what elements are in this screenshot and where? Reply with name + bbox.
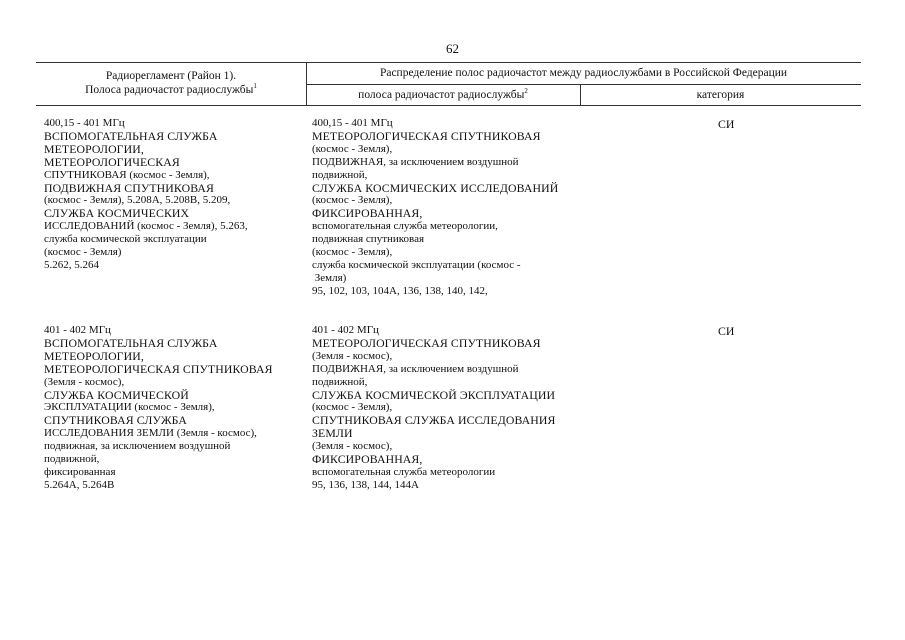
cell-line: 5.264A, 5.264B — [44, 478, 115, 491]
cell-line: фиксированная — [44, 465, 116, 478]
cell-line: 400,15 - 401 МГц — [312, 117, 393, 129]
cell-line: (космос - Земля), — [312, 142, 393, 155]
header-rr-line2-text: Полоса радиочастот радиослужбы — [85, 84, 254, 96]
cell-line: (космос - Земля), 5.208A, 5.208B, 5.209, — [44, 194, 231, 207]
cell-line: вспомогательная служба метеорологии, — [312, 220, 498, 233]
cell-line: МЕТЕОРОЛОГИЧЕСКАЯ СПУТНИКОВАЯ — [312, 128, 541, 143]
header-rr-line1: Радиорегламент (Район 1). — [105, 70, 237, 82]
cell-line: 401 - 402 МГц — [44, 324, 111, 336]
cell-line: Земля) — [312, 271, 347, 284]
cell-line: ЗЕМЛИ — [312, 426, 353, 441]
footnote-1-marker: 1 — [253, 82, 257, 90]
header-rf-band-text: полоса радиочастот радиослужбы — [358, 89, 525, 101]
header-bottom-rule — [36, 105, 861, 106]
cell-line: ФИКСИРОВАННАЯ, — [312, 206, 423, 221]
row2-category: СИ — [718, 324, 735, 338]
cell-line: подвижная, за исключением воздушной — [44, 440, 231, 453]
cell-line: ПОДВИЖНАЯ СПУТНИКОВАЯ — [44, 180, 215, 195]
header-rf-title: Распределение полос радиочастот между радиослужбами в Российской Федерации — [379, 67, 788, 79]
cell-line: 400,15 - 401 МГц — [44, 117, 125, 129]
cell-line: 95, 102, 103, 104A, 136, 138, 140, 142, — [312, 284, 488, 297]
cell-line: ИССЛЕДОВАНИЯ ЗЕМЛИ (Земля - космос), — [44, 427, 257, 440]
cell-line: (Земля - космос), — [44, 375, 125, 388]
footnote-2-marker: 2 — [524, 87, 528, 95]
table-top-rule — [36, 62, 861, 63]
cell-line: (Земля - космос), — [312, 440, 393, 453]
cell-line: подвижная спутниковая — [312, 233, 425, 246]
row2-rr-cell — [44, 324, 273, 492]
page-number: 62 — [446, 41, 459, 56]
cell-line: (космос - Земля) — [44, 246, 122, 259]
cell-line: СПУТНИКОВАЯ СЛУЖБА — [44, 413, 187, 428]
header-rf-distribution — [306, 66, 861, 80]
header-sub-rule — [306, 84, 861, 85]
cell-line: 95, 136, 138, 144, 144A — [312, 478, 419, 491]
cell-line: СЛУЖБА КОСМИЧЕСКОЙ ЭКСПЛУАТАЦИИ — [312, 387, 556, 402]
cell-line: МЕТЕОРОЛОГИЧЕСКАЯ — [44, 154, 180, 169]
cell-line: подвижной, — [44, 453, 100, 466]
cell-line: СПУТНИКОВАЯ СЛУЖБА ИССЛЕДОВАНИЯ — [312, 413, 556, 428]
cell-line: МЕТЕОРОЛОГИЧЕСКАЯ СПУТНИКОВАЯ — [44, 361, 273, 376]
cell-line: (космос - Земля), — [312, 194, 393, 207]
cell-line: ПОДВИЖНАЯ, за исключением воздушной — [312, 155, 519, 168]
cell-line: ЭКСПЛУАТАЦИИ (космос - Земля), — [44, 401, 215, 414]
cell-line: служба космической эксплуатации (космос - — [312, 258, 521, 271]
cell-line: подвижной, — [312, 168, 368, 181]
cell-line: служба космической эксплуатации — [44, 233, 207, 246]
cell-line: ПОДВИЖНАЯ, за исключением воздушной — [312, 362, 519, 375]
header-rr-line2 — [36, 83, 306, 97]
cell-line: ФИКСИРОВАННАЯ, — [312, 452, 423, 467]
row1-rr-cell — [44, 117, 248, 272]
cell-line: (космос - Земля), — [312, 246, 393, 259]
row1-rf-cell — [312, 117, 558, 298]
row2-rf-cell — [312, 324, 556, 492]
cell-line: МЕТЕОРОЛОГИИ, — [44, 141, 144, 156]
cell-line: (космос - Земля), — [312, 401, 393, 414]
cell-line: 401 - 402 МГц — [312, 324, 379, 336]
cell-line: СЛУЖБА КОСМИЧЕСКИХ ИССЛЕДОВАНИЙ — [312, 180, 559, 195]
cell-line: (Земля - космос), — [312, 349, 393, 362]
header-category — [580, 88, 861, 102]
cell-line: СЛУЖБА КОСМИЧЕСКИХ — [44, 206, 190, 221]
cell-line: МЕТЕОРОЛОГИЧЕСКАЯ СПУТНИКОВАЯ — [312, 335, 541, 350]
header-radio-regulations — [36, 69, 306, 97]
row1-category: СИ — [718, 117, 735, 131]
cell-line: 5.262, 5.264 — [44, 258, 99, 271]
cell-line: ВСПОМОГАТЕЛЬНАЯ СЛУЖБА — [44, 335, 218, 350]
cell-line: СЛУЖБА КОСМИЧЕСКОЙ — [44, 387, 189, 402]
header-rf-band — [306, 88, 580, 102]
cell-line: ИССЛЕДОВАНИЙ (космос - Земля), 5.263, — [44, 220, 248, 233]
header-category-text: категория — [696, 89, 745, 101]
cell-line: вспомогательная служба метеорологии — [312, 465, 496, 478]
cell-line: СПУТНИКОВАЯ (космос - Земля), — [44, 168, 210, 181]
cell-line: МЕТЕОРОЛОГИИ, — [44, 348, 144, 363]
cell-line: ВСПОМОГАТЕЛЬНАЯ СЛУЖБА — [44, 128, 218, 143]
cell-line: подвижной, — [312, 375, 368, 388]
